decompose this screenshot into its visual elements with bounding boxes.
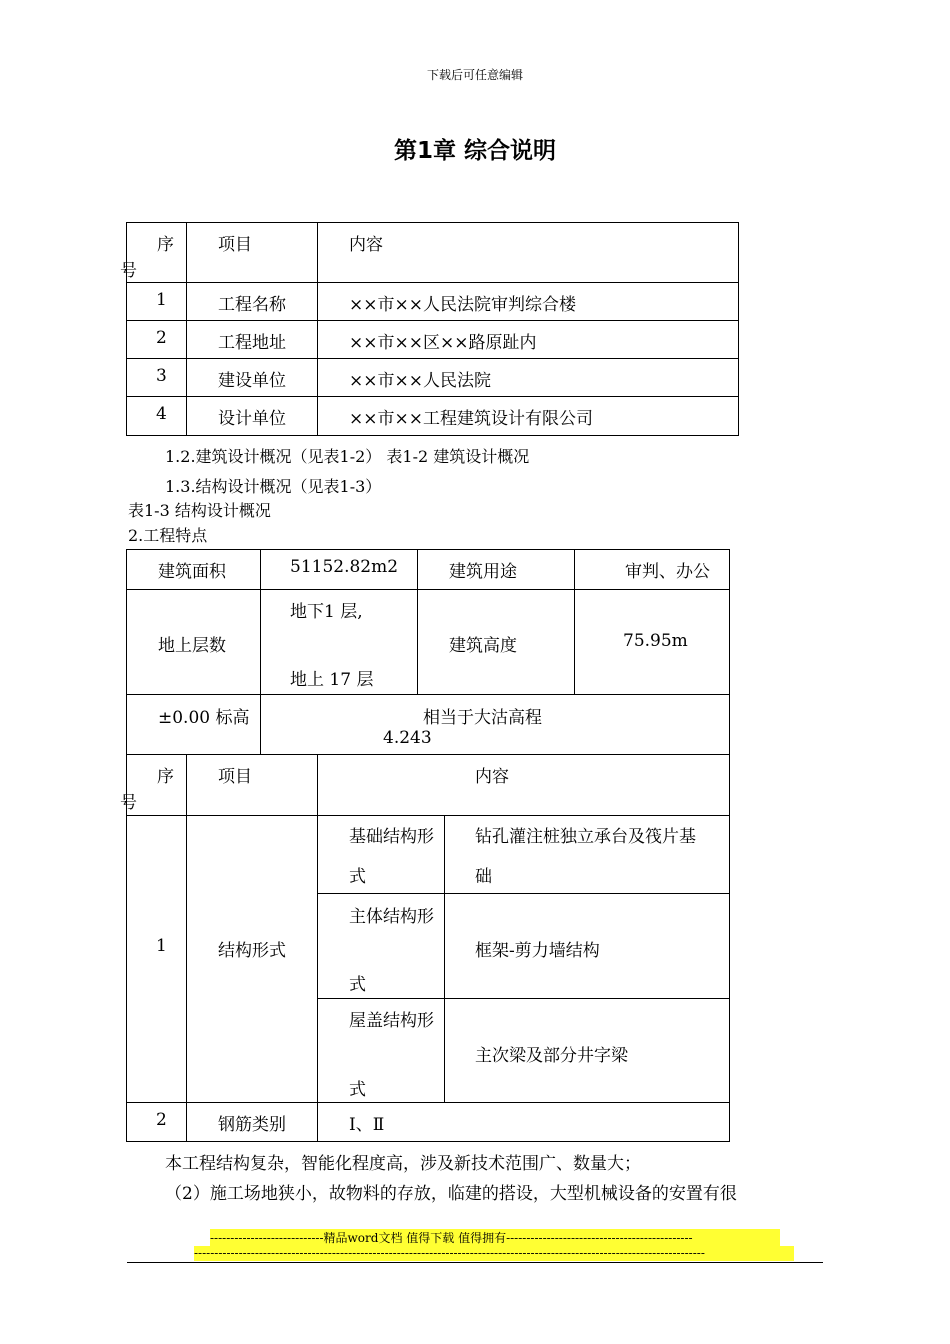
table3-header-no: 序 <box>157 767 174 787</box>
table3-row2-item: 钢筋类别 <box>218 1115 286 1135</box>
table1-row-no: 3 <box>156 366 167 386</box>
table1-row-content: ××市××区××路原趾内 <box>349 333 537 353</box>
table2-rule <box>126 694 730 695</box>
table3-rule <box>126 1102 730 1103</box>
table1-row-item: 设计单位 <box>218 409 286 429</box>
chapter-title: 第1章 综合说明 <box>393 138 556 164</box>
table-1-3-caption: 表1-3 结构设计概况 <box>128 501 271 520</box>
floors-under: 地下1 层, <box>290 602 363 622</box>
footer-dashes: ------------------------------------------------------------------------------------------------------------------------------ <box>194 1246 794 1261</box>
roof-structure-label: 屋盖结构形 <box>349 1011 434 1031</box>
table3-row2-no: 2 <box>156 1110 167 1130</box>
roof-structure-value: 主次梁及部分井字梁 <box>475 1046 628 1066</box>
table1-rule <box>126 396 739 397</box>
table3-row1-item: 结构形式 <box>218 941 286 961</box>
table1-rule <box>317 222 318 436</box>
table1-row-content: ××市××工程建筑设计有限公司 <box>349 409 593 429</box>
table1-header-no-2: 号 <box>120 261 137 281</box>
table3-rule <box>317 893 730 894</box>
use-label: 建筑用途 <box>449 562 517 582</box>
table2-rule <box>417 549 418 694</box>
foundation-label-2: 式 <box>349 867 366 887</box>
table3-rule <box>186 754 187 1142</box>
table1-row-item: 工程地址 <box>218 333 286 353</box>
header-note: 下载后可任意编辑 <box>426 68 523 82</box>
main-structure-value: 框架-剪力墙结构 <box>475 941 600 961</box>
table1-row-no: 1 <box>156 290 167 310</box>
paragraph-1: 本工程结构复杂，智能化程度高，涉及新技术范围广、数量大； <box>165 1154 641 1174</box>
table3-row2-content: Ⅰ、Ⅱ <box>349 1115 385 1135</box>
table3-header-no-2: 号 <box>120 793 137 813</box>
elevation-value-1: 相当于大沽高程 <box>423 708 542 728</box>
table3-rule <box>317 998 730 999</box>
section-2-heading: 2.工程特点 <box>128 526 208 545</box>
foundation-label: 基础结构形 <box>349 827 434 847</box>
area-label: 建筑面积 <box>158 562 226 582</box>
elevation-label: ±0.00 标高 <box>158 708 250 728</box>
table2-rule <box>574 549 575 694</box>
table2-rule <box>126 589 730 590</box>
table3-row1-no: 1 <box>156 936 167 956</box>
section-1-2-line: 1.2.建筑设计概况（见表1-2） 表1-2 建筑设计概况 <box>165 447 530 466</box>
footer-banner: ----------------------------精品word文档 值得下载 值得拥有---------------------------------------------- <box>210 1229 780 1246</box>
table1-row-item: 建设单位 <box>218 371 286 391</box>
table3-rule <box>317 754 318 1142</box>
table3-rule <box>444 815 445 1102</box>
table1-row-item: 工程名称 <box>218 295 286 315</box>
table1-row-no: 4 <box>156 404 167 424</box>
table1-rule <box>126 320 739 321</box>
use-value: 审判、办公 <box>625 562 710 582</box>
table1-row-content: ××市××人民法院 <box>349 371 491 391</box>
floors-label: 地上层数 <box>158 636 226 656</box>
table1-rule <box>126 358 739 359</box>
section-1-3-line: 1.3.结构设计概况（见表1-3） <box>165 477 382 496</box>
table3-border <box>126 754 730 1142</box>
table3-rule <box>126 815 730 816</box>
elevation-value-2: 4.243 <box>383 728 432 748</box>
height-label: 建筑高度 <box>449 636 517 656</box>
table1-header-item: 项目 <box>218 235 252 255</box>
table1-rule <box>126 282 739 283</box>
table1-rule <box>186 222 187 436</box>
roof-structure-label-2: 式 <box>349 1080 366 1100</box>
foundation-value: 钻孔灌注桩独立承台及筏片基 <box>475 827 696 847</box>
main-structure-label: 主体结构形 <box>349 907 434 927</box>
footer-rule <box>127 1262 823 1263</box>
table2-rule <box>260 549 261 755</box>
height-value: 75.95m <box>623 631 688 651</box>
table3-header-content: 内容 <box>475 767 509 787</box>
table3-header-item: 项目 <box>218 767 252 787</box>
table1-row-content: ××市××人民法院审判综合楼 <box>349 295 576 315</box>
floors-above: 地上 17 层 <box>290 670 374 690</box>
table1-header-content: 内容 <box>349 235 383 255</box>
main-structure-label-2: 式 <box>349 975 366 995</box>
foundation-value-2: 础 <box>475 867 492 887</box>
paragraph-2: （2）施工场地狭小，故物料的存放，临建的搭设，大型机械设备的安置有很 <box>165 1184 737 1204</box>
table1-row-no: 2 <box>156 328 167 348</box>
area-value: 51152.82m2 <box>290 557 399 577</box>
table1-header-no: 序 <box>157 235 174 255</box>
